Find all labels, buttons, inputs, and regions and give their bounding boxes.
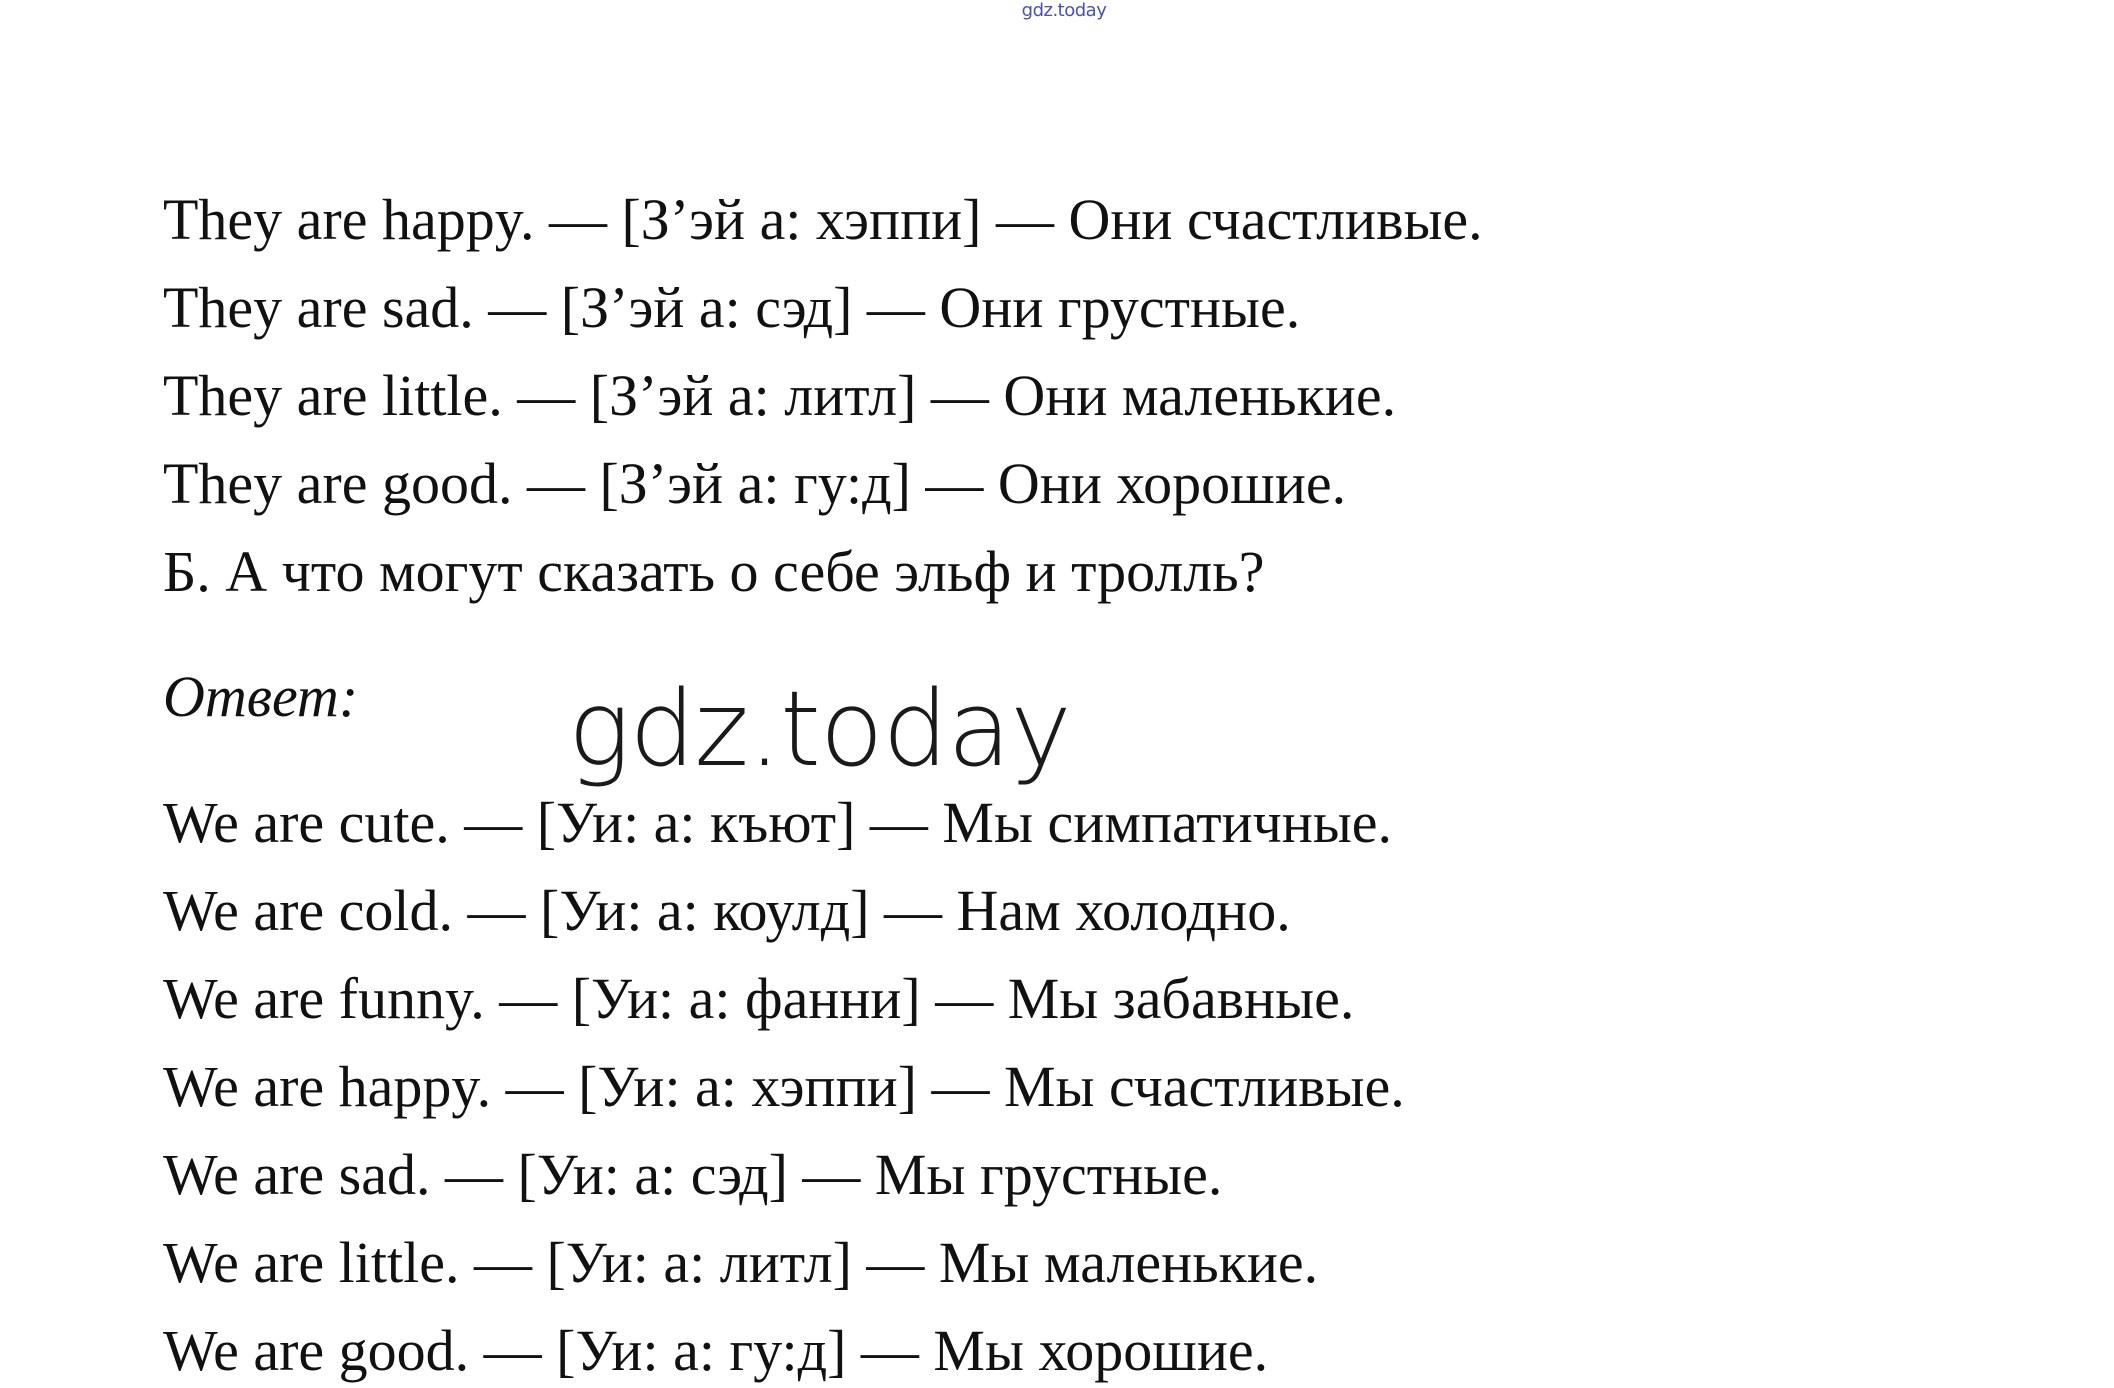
answer-label: Ответ: xyxy=(163,664,359,729)
we-line-6: We are little. — [Уи: а: литл] — Мы маленькие. xyxy=(163,1230,1319,1295)
they-line-3: They are little. — [З’эй а: литл] — Они маленькие. xyxy=(163,363,1397,428)
we-line-5: We are sad. — [Уи: а: сэд] — Мы грустные. xyxy=(163,1142,1223,1207)
we-line-3: We are funny. — [Уи: а: фанни] — Мы забавные. xyxy=(163,966,1355,1031)
they-line-2: They are sad. — [З’эй а: сэд] — Они грустные. xyxy=(163,275,1301,340)
we-line-2: We are cold. — [Уи: а: коулд] — Нам холодно. xyxy=(163,878,1291,943)
question-line: Б. А что могут сказать о себе эльф и тролль? xyxy=(163,539,1265,604)
watermark-main: gdz.today xyxy=(568,668,1071,790)
we-line-7: We are good. — [Уи: а: гу:д] — Мы хорошие. xyxy=(163,1318,1269,1383)
we-line-1: We are cute. — [Уи: а: къют] — Мы симпатичные. xyxy=(163,790,1393,855)
watermark-top: gdz.today xyxy=(1021,0,1107,21)
we-line-4: We are happy. — [Уи: а: хэппи] — Мы счастливые. xyxy=(163,1054,1405,1119)
they-line-4: They are good. — [З’эй а: гу:д] — Они хорошие. xyxy=(163,451,1347,516)
they-line-1: They are happy. — [З’эй а: хэппи] — Они счастливые. xyxy=(163,187,1483,252)
